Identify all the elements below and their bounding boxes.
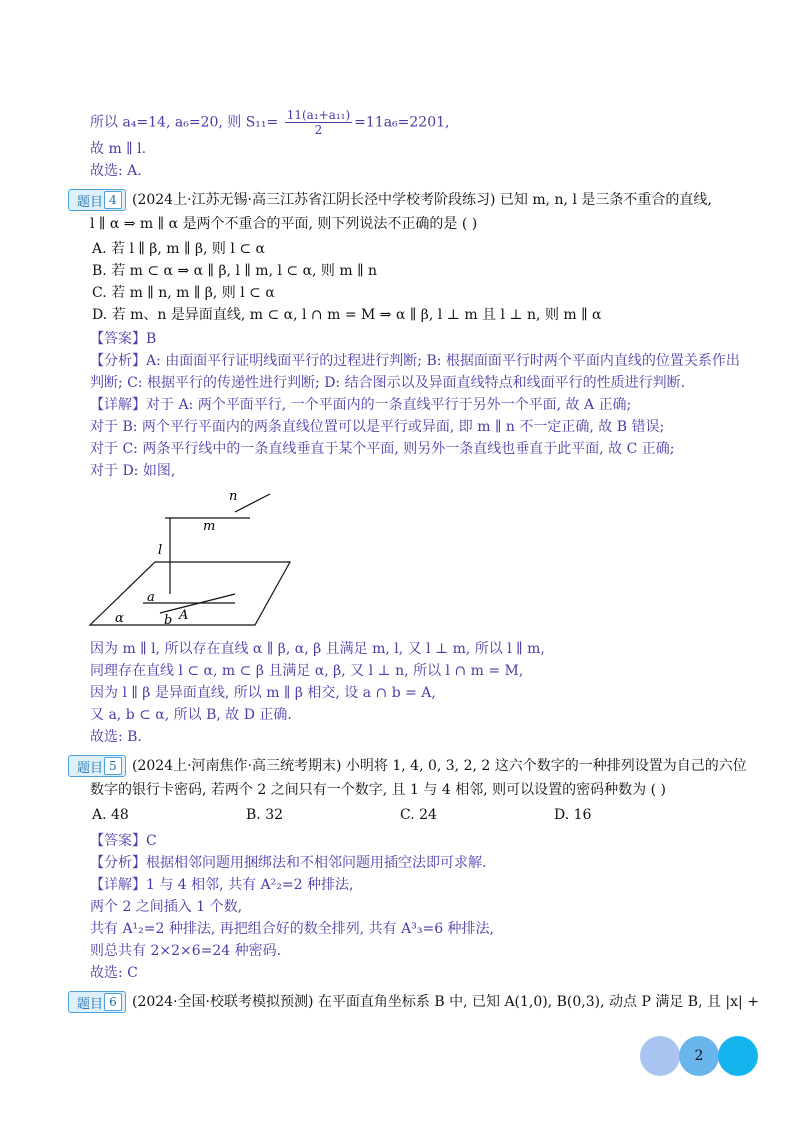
choose-line: 故选: C — [90, 965, 138, 981]
label-point-a: A — [179, 608, 189, 623]
question-tag-6: 题目 6 — [68, 991, 126, 1013]
question-text: l ∥ α ⇒ m ∥ α 是两个不重合的平面, 则下列说法不正确的是 ( ) — [90, 216, 478, 232]
geometry-figure — [85, 482, 300, 628]
label-alpha: α — [115, 611, 124, 626]
detail-line: 又 a, b ⊂ α, 所以 B, 故 D 正确. — [90, 707, 292, 723]
question-text: (2024·全国·校联考模拟预测) 在平面直角坐标系 B 中, 已知 A(1,0), B(0,3), 动点 P 满足 B, 且 |x| + — [132, 994, 759, 1010]
question-text: (2024上·江苏无锡·高三江苏省江阴长泾中学校考阶段练习) 已知 m, n, l 是三条不重合的直线, — [132, 192, 712, 208]
option-a: A. 48 — [92, 807, 129, 823]
question-text: 数字的银行卡密码, 若两个 2 之间只有一个数字, 且 1 与 4 相邻, 则可以设置的密码种数为 ( ) — [90, 782, 666, 798]
fraction: $\frac{\text{11(a₁+a₁₁)}}{2}$ — [286, 108, 351, 137]
line-n — [235, 494, 270, 512]
question-text: (2024上·河南焦作·高三统考期末) 小明将 1, 4, 0, 3, 2, 2 这六个数字的一种排列设置为自己的六位 — [132, 758, 747, 774]
option-a: A. 若 l ∥ β, m ∥ β, 则 l ⊂ α — [92, 241, 265, 257]
solution-line: 故选: A. — [90, 163, 142, 179]
detail-line: 因为 l ∥ β 是异面直线, 所以 m ∥ β 相交, 设 a ∩ b = A, — [90, 685, 436, 701]
detail-line: 【详解】1 与 4 相邻, 共有 A²₂=2 种排法, — [90, 877, 354, 893]
detail-line: 【详解】对于 A: 两个平面平行, 一个平面内的一条直线平行于另外一个平面, 故 A 正确; — [90, 397, 632, 413]
answer-line: 【答案】C — [90, 833, 157, 849]
solution-line: 所以 a₄=14, a₆=20, 则 S₁₁= $\frac{\text{11(a₁+a₁₁)}}{2}$ =11a₆=2201, — [90, 108, 450, 137]
footer-circle — [718, 1036, 758, 1076]
option-d: D. 16 — [554, 807, 592, 823]
question-tag-5: 题目 5 — [68, 755, 126, 777]
label-n: n — [229, 489, 238, 504]
option-c: C. 若 m ∥ n, m ∥ β, 则 l ⊂ α — [92, 285, 275, 301]
detail-line: 同理存在直线 l ⊂ α, m ⊂ β 且满足 α, β, 又 l ⊥ n, 所以 l ∩ m = M, — [90, 663, 524, 679]
option-d: D. 若 m、n 是异面直线, m ⊂ α, l ∩ m = M ⇒ α ∥ β, l ⊥ m 且 l ⊥ n, 则 m ∥ α — [92, 307, 602, 323]
label-b: b — [164, 613, 173, 628]
detail-line: 因为 m ∥ l, 所以存在直线 α ∥ β, α, β 且满足 m, l, 又 l ⊥ m, 所以 l ∥ m, — [90, 641, 545, 657]
detail-line: 对于 D: 如图, — [90, 463, 176, 479]
analysis-line: 判断; C: 根据平行的传递性进行判断; D: 结合图示以及异面直线特点和线面平行的性质进行判断. — [90, 375, 686, 391]
detail-line: 对于 B: 两个平行平面内的两条直线位置可以是平行或异面, 即 m ∥ n 不一定正确, 故 B 错误; — [90, 419, 665, 435]
page-footer — [640, 1036, 758, 1076]
question-tag-4: 题目 4 — [68, 189, 126, 211]
analysis-line: 【分析】A: 由面面平行证明线面平行的过程进行判断; B: 根据面面平行时两个平面内直线的位置关系作出 — [90, 353, 740, 369]
label-m: m — [203, 519, 216, 534]
analysis-line: 【分析】根据相邻问题用捆绑法和不相邻问题用插空法即可求解. — [90, 855, 487, 871]
option-b: B. 32 — [246, 807, 284, 823]
solution-line: 故 m ∥ l. — [90, 141, 147, 157]
option-c: C. 24 — [400, 807, 437, 823]
answer-line: 【答案】B — [90, 331, 157, 347]
detail-line: 共有 A¹₂=2 种排法, 再把组合好的数全排列, 共有 A³₃=6 种排法, — [90, 921, 494, 937]
option-b: B. 若 m ⊂ α ⇒ α ∥ β, l ∥ m, l ⊂ α, 则 m ∥ n — [92, 263, 378, 279]
detail-line: 则总共有 2×2×6=24 种密码. — [90, 943, 282, 959]
detail-line: 对于 C: 两条平行线中的一条直线垂直于某个平面, 则另外一条直线也垂直于此平面, 故 C 正确; — [90, 441, 675, 457]
choose-line: 故选: B. — [90, 729, 142, 745]
page-number: 2 — [679, 1036, 719, 1076]
detail-line: 两个 2 之间插入 1 个数, — [90, 899, 243, 915]
footer-circle — [640, 1036, 680, 1076]
label-l: l — [158, 543, 163, 558]
label-a: a — [147, 590, 155, 605]
